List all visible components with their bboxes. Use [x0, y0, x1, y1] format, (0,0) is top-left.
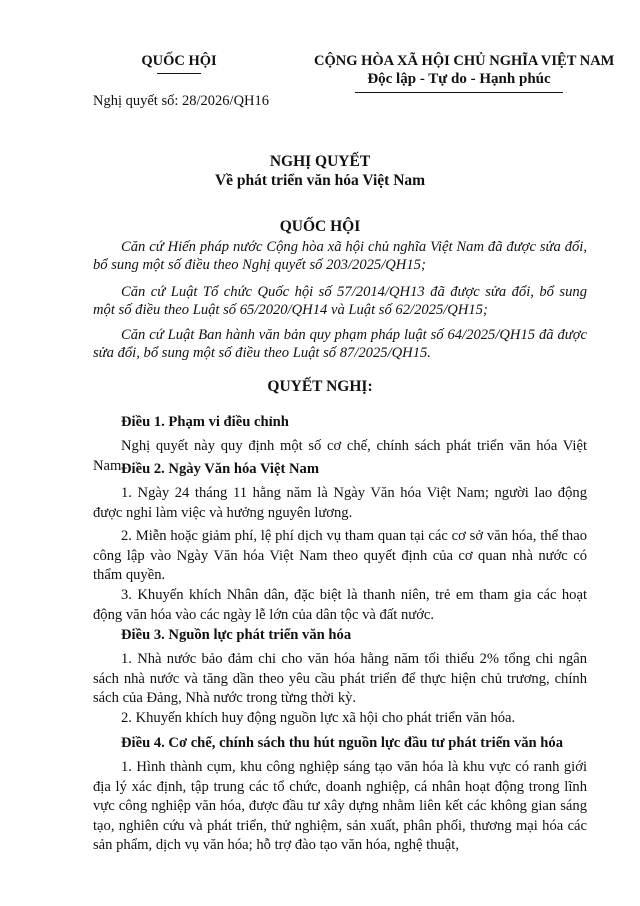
agency-block [96, 52, 262, 74]
national-motto: Độc lập - Tự do - Hạnh phúc [367, 71, 551, 87]
article-paragraph: 2. Miễn hoặc giảm phí, lệ phí dịch vụ tham quan tại các cơ sở văn hóa, thể thao công lập vào Ngày Văn hóa Việt Nam theo quyết định của cơ quan nhà nước có thẩm quyền. [93, 528, 587, 583]
issuing-body: QUỐC HỘI [279, 218, 361, 235]
article-paragraph: 1. Hình thành cụm, khu công nghiệp sáng tạo văn hóa là khu vực có ranh giới địa lý xác định, tập trung các tổ chức, doanh nghiệp, cá nhân hoạt động trong lĩnh vực công nghiệp văn hóa, được đầu tư xây dựng nhằm liên kết các không gian sáng tạo, nghiên cứu và phát triển, thử nghiệm, sản xuất, phân phối, thương mại hóa các sản phẩm, dịch vụ văn hóa; hỗ trợ đào tạo văn hóa, nghệ thuật, [93, 759, 587, 853]
agency-underline [157, 73, 201, 74]
article-heading: Điều 2. Ngày Văn hóa Việt Nam [121, 461, 319, 477]
legal-basis: Căn cứ Hiến pháp nước Cộng hòa xã hội chủ nghĩa Việt Nam đã được sửa đổi, bổ sung một số điều theo Nghị quyết số 203/2025/QH15; [93, 239, 587, 273]
article-paragraph: 1. Ngày 24 tháng 11 hằng năm là Ngày Văn hóa Việt Nam; người lao động được nghỉ làm việc và hưởng nguyên lương. [93, 485, 587, 521]
document-type: NGHỊ QUYẾT [269, 153, 371, 170]
legal-basis: Căn cứ Luật Tổ chức Quốc hội số 57/2014/QH13 đã được sửa đổi, bổ sung một số điều theo Luật số 65/2020/QH14 và Luật số 62/2025/QH15; [93, 284, 587, 318]
article-heading: Điều 1. Phạm vi điều chỉnh [121, 414, 289, 430]
article-heading: Điều 4. Cơ chế, chính sách thu hút nguồn lực đầu tư phát triển văn hóa [121, 735, 564, 751]
document-subject: Về phát triển văn hóa Việt Nam [214, 172, 426, 189]
legal-basis: Căn cứ Luật Ban hành văn bản quy phạm pháp luật số 64/2025/QH15 đã được sửa đổi, bổ sung một số điều theo Luật số 87/2025/QH15. [93, 327, 587, 361]
article-heading: Điều 3. Nguồn lực phát triển văn hóa [121, 627, 352, 643]
national-title-block [314, 52, 615, 93]
resolves-label: QUYẾT NGHỊ: [267, 378, 373, 395]
article-paragraph: Nghị quyết này quy định một số cơ chế, chính sách phát triển văn hóa Việt Nam. [93, 438, 587, 474]
national-title: CỘNG HÒA XÃ HỘI CHỦ NGHĨA VIỆT NAM [314, 53, 615, 69]
article-paragraph: 3. Khuyến khích Nhân dân, đặc biệt là thanh niên, trẻ em tham gia các hoạt động văn hóa vào các ngày lễ lớn của dân tộc và đất nước. [93, 587, 587, 623]
article-paragraph: 2. Khuyến khích huy động nguồn lực xã hội cho phát triển văn hóa. [121, 710, 516, 726]
article-paragraph: 1. Nhà nước bảo đảm chi cho văn hóa hằng năm tối thiểu 2% tổng chi ngân sách nhà nước và tăng dần theo yêu cầu phát triển để thực hiện chủ trương, chính sách của Đảng, Nhà nước trong từng thời kỳ. [93, 651, 587, 706]
motto-underline [355, 92, 563, 93]
document-number: Nghị quyết số: 28/2026/QH16 [93, 93, 270, 109]
agency-name: QUỐC HỘI [141, 53, 217, 69]
